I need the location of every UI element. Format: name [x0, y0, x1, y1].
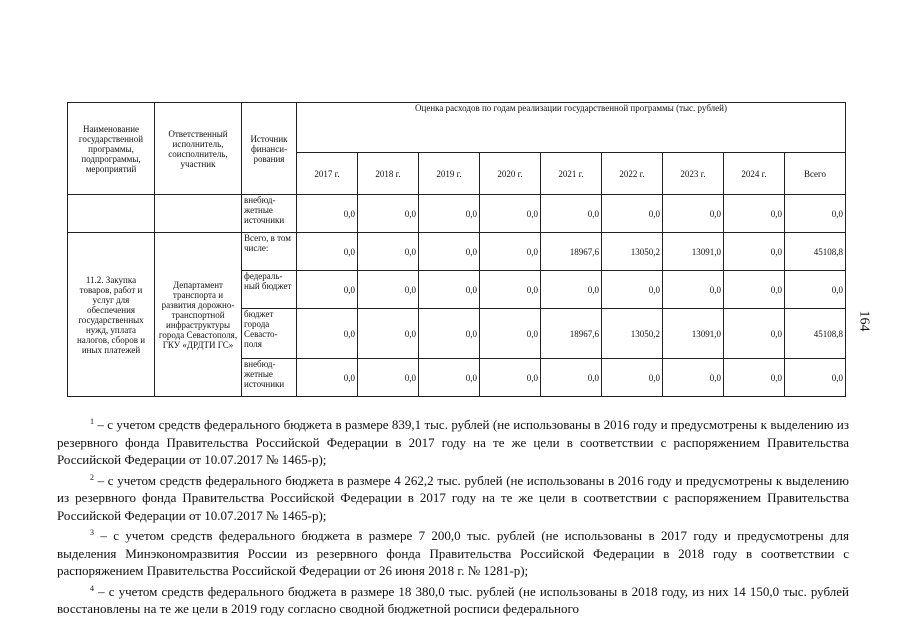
value-cell: 0,0: [419, 309, 480, 359]
value-cell: 0,0: [541, 359, 602, 397]
source-cell: внебюд-жетные источники: [242, 195, 297, 233]
footnote: [57, 413, 849, 469]
value-cell: 0,0: [602, 195, 663, 233]
source-cell: Всего, в том числе:: [242, 233, 297, 271]
value-cell: 0,0: [297, 271, 358, 309]
value-cell: 0,0: [419, 271, 480, 309]
footnotes: [57, 413, 849, 618]
header-source: Источник финанси-рования: [242, 103, 297, 195]
value-cell: 0,0: [297, 195, 358, 233]
value-cell: 0,0: [358, 309, 419, 359]
value-cell: 0,0: [785, 359, 846, 397]
value-cell: 0,0: [419, 195, 480, 233]
value-cell: 45108,8: [785, 309, 846, 359]
value-cell: 0,0: [724, 271, 785, 309]
value-cell: 0,0: [358, 233, 419, 271]
header-expenses: Оценка расходов по годам реализации государственной программы (тыс. рублей): [297, 103, 846, 153]
value-cell: 0,0: [663, 359, 724, 397]
value-cell: 0,0: [785, 271, 846, 309]
header-year: 2023 г.: [663, 153, 724, 195]
value-cell: 0,0: [724, 309, 785, 359]
value-cell: 13091,0: [663, 309, 724, 359]
header-year: 2019 г.: [419, 153, 480, 195]
footnote-mark: 2: [90, 472, 94, 482]
footnote: [57, 524, 849, 580]
value-cell: 13050,2: [602, 309, 663, 359]
empty-cell: [68, 195, 155, 233]
value-cell: 0,0: [724, 359, 785, 397]
value-cell: 0,0: [297, 309, 358, 359]
footnote: [57, 469, 849, 525]
footnote-text: – с учетом средств федерального бюджета в размере 18 380,0 тыс. рублей (не использованы в 2018 году, из них 14 150,0 тыс. рублей восстановлены на те же цели в 2019 году согласно сводной бюджетной росписи федерального: [57, 583, 849, 616]
value-cell: 0,0: [663, 271, 724, 309]
footnote-text: – с учетом средств федерального бюджета в размере 4 262,2 тыс. рублей (не использованы в 2016 году и предусмотрены к выделению из резервного фонда Правительства Российской Федерации в 2017 году на те же цели в соответствии с распоряжением Правительства Российской Федерации от 10.07.2017 № 1465-р);: [57, 472, 849, 523]
value-cell: 0,0: [297, 359, 358, 397]
value-cell: 0,0: [297, 233, 358, 271]
value-cell: 0,0: [358, 195, 419, 233]
value-cell: 0,0: [602, 359, 663, 397]
source-cell: внебюд-жетные источники: [242, 359, 297, 397]
value-cell: 13091,0: [663, 233, 724, 271]
source-cell: федераль-ный бюджет: [242, 271, 297, 309]
value-cell: 0,0: [541, 195, 602, 233]
value-cell: 0,0: [480, 309, 541, 359]
header-responsible: Ответственный исполнитель, соисполнитель, участник: [155, 103, 242, 195]
footnote-text: – с учетом средств федерального бюджета в размере 839,1 тыс. рублей (не использованы в 2016 году и предусмотрены к выделению из резервного фонда Правительства Российской Федерации в 2017 году на те же цели в соответствии с распоряжением Правительства Российской Федерации от 10.07.2017 № 1465-р);: [57, 417, 849, 467]
value-cell: 18967,6: [541, 309, 602, 359]
budget-table: [67, 102, 846, 397]
value-cell: 0,0: [724, 233, 785, 271]
header-year: 2024 г.: [724, 153, 785, 195]
header-year: 2020 г.: [480, 153, 541, 195]
value-cell: 0,0: [541, 271, 602, 309]
value-cell: 45108,8: [785, 233, 846, 271]
header-name: Наименование государственной программы, подпрограммы, мероприятий: [68, 103, 155, 195]
value-cell: 18967,6: [541, 233, 602, 271]
table-row: [68, 233, 846, 271]
activity-name: 11.2. Закупка товаров, работ и услуг для обеспечения государственных нужд, уплата налогов, сборов и иных платежей: [68, 233, 155, 397]
value-cell: 0,0: [358, 359, 419, 397]
header-year: 2017 г.: [297, 153, 358, 195]
value-cell: 0,0: [663, 195, 724, 233]
value-cell: 0,0: [480, 195, 541, 233]
table-row: [68, 195, 846, 233]
footnote-mark: 1: [90, 417, 94, 426]
header-total: Всего: [785, 153, 846, 195]
value-cell: 0,0: [724, 195, 785, 233]
value-cell: 0,0: [785, 195, 846, 233]
value-cell: 0,0: [358, 271, 419, 309]
source-cell: бюджет города Севасто-поля: [242, 309, 297, 359]
value-cell: 0,0: [480, 271, 541, 309]
value-cell: 0,0: [419, 233, 480, 271]
footnote: [57, 580, 849, 618]
header-year: 2021 г.: [541, 153, 602, 195]
header-year: 2022 г.: [602, 153, 663, 195]
header-year: 2018 г.: [358, 153, 419, 195]
footnote-mark: 4: [90, 583, 94, 593]
footnote-mark: 3: [90, 528, 94, 537]
value-cell: 0,0: [419, 359, 480, 397]
page-number: 164: [856, 310, 872, 332]
value-cell: 13050,2: [602, 233, 663, 271]
footnote-text: – с учетом средств федерального бюджета в размере 7 200,0 тыс. рублей (не использованы в 2017 году и предусмотрены для выделения Минэкономразвития России из резервного фонда Правительства Российской Федерации в 2018 году в соответствии с распоряжением Правительства Российской Федерации от 26 июня 2018 г. № 1281-р);: [57, 528, 849, 578]
empty-cell: [155, 195, 242, 233]
value-cell: 0,0: [480, 359, 541, 397]
value-cell: 0,0: [480, 233, 541, 271]
value-cell: 0,0: [602, 271, 663, 309]
responsible-executor: Департамент транспорта и развития дорожно-транспортной инфраструктуры города Севастополя, ГКУ «ДРДТИ ГС»: [155, 233, 242, 397]
